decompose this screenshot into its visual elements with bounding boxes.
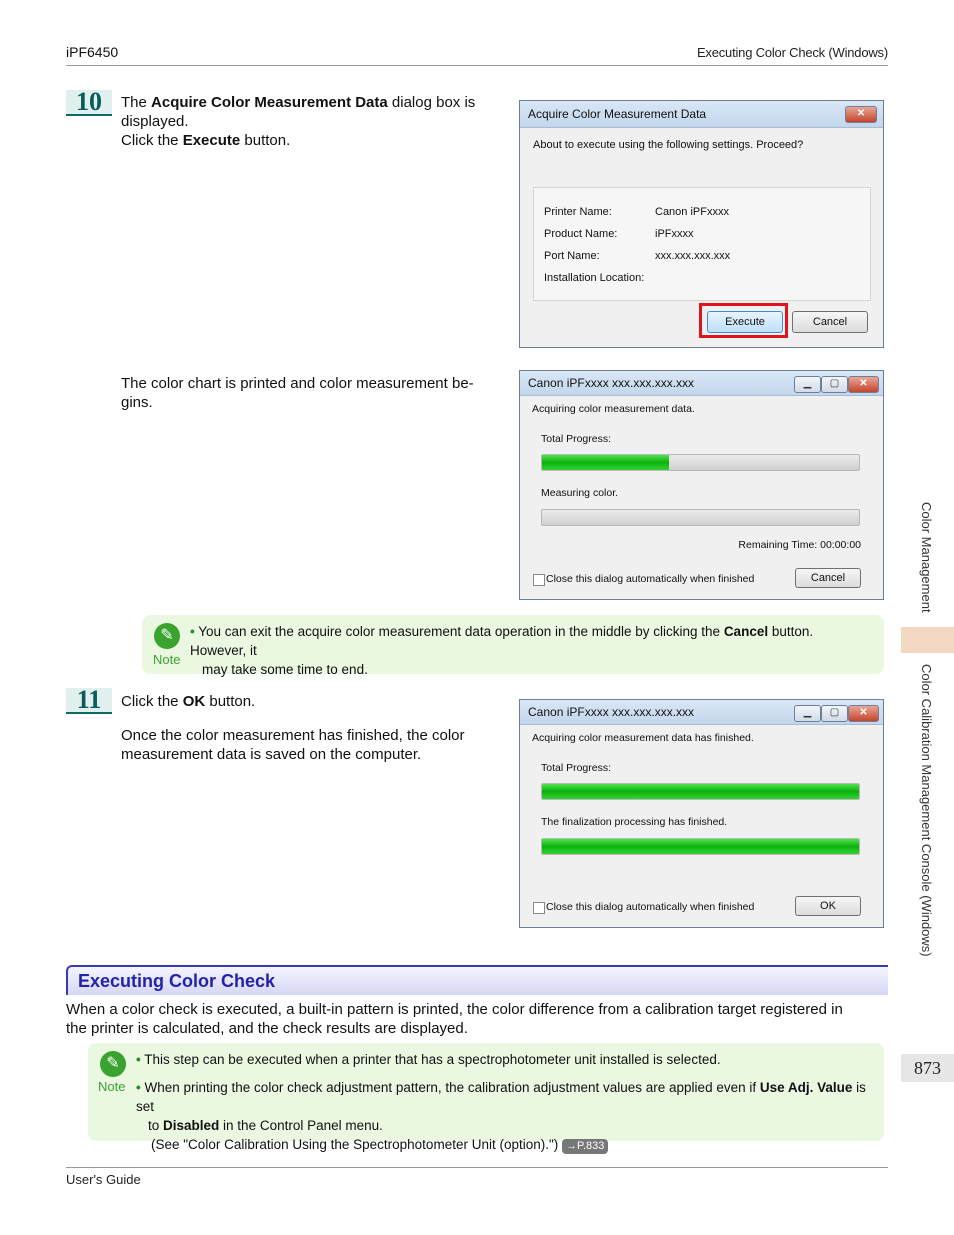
dialog-prompt: About to execute using the following settings. Proceed? <box>533 139 804 151</box>
page-reference-link[interactable]: →P.833 <box>562 1139 608 1154</box>
minimize-icon[interactable]: ▁ <box>794 705 821 722</box>
note-text: • You can exit the acquire color measurement data operation in the middle by clicking the Cancel button. However, it may take some time to end. <box>190 624 814 677</box>
page-number: 873 <box>901 1054 954 1082</box>
step11-text: Click the OK button. Once the color measurement has finished, the color measurement data is saved on the computer. <box>121 693 465 763</box>
note-box <box>142 615 884 677</box>
status-text: Acquiring color measurement data. <box>532 403 695 415</box>
maximize-icon[interactable]: ▢ <box>821 376 848 393</box>
progress-fill <box>542 455 669 470</box>
status-text: Acquiring color measurement data has finished. <box>532 732 754 744</box>
step-number-10: 10 <box>66 90 112 116</box>
ok-button[interactable]: OK <box>795 896 861 916</box>
section-heading-bar <box>66 965 888 995</box>
dialog-title: Canon iPFxxxx xxx.xxx.xxx.xxx <box>520 700 883 725</box>
note-box <box>88 1043 884 1152</box>
note-text: • This step can be executed when a printer that has a spectrophotometer unit installed is selected. • When printing the color check adjustment pattern, the calibration adjustment values are applied even if Use Adj. Value is set to Disabled in the Control Panel menu. (See "Color Calibration Using the Spectrophotometer Unit (option).") →P.833 <box>136 1052 866 1152</box>
remaining-time: Remaining Time: 00:00:00 <box>738 539 861 551</box>
label-printer-name: Printer Name: <box>544 206 612 218</box>
total-progress-label: Total Progress: <box>541 762 612 774</box>
note-label: Note <box>153 652 181 667</box>
execute-button[interactable]: Execute <box>707 311 783 333</box>
total-progress-label: Total Progress: <box>541 433 612 445</box>
close-icon[interactable]: ✕ <box>845 106 877 123</box>
close-icon[interactable]: ✕ <box>848 376 879 393</box>
label-product-name: Product Name: <box>544 228 618 240</box>
total-progress-bar <box>541 454 860 471</box>
section-title: Executing Color Check <box>78 971 276 991</box>
step10-text: The Acquire Color Measurement Data dialog box is displayed. Click the Execute button. <box>121 94 476 149</box>
header-model: iPF6450 <box>66 44 119 60</box>
label-port-name: Port Name: <box>544 250 600 262</box>
auto-close-checkbox[interactable] <box>533 902 545 914</box>
cancel-button[interactable]: Cancel <box>792 311 868 333</box>
maximize-icon[interactable]: ▢ <box>821 705 848 722</box>
settings-panel <box>533 187 871 301</box>
cancel-button[interactable]: Cancel <box>795 568 861 588</box>
pencil-icon: ✎ <box>100 1051 126 1077</box>
dialog-title: Canon iPFxxxx xxx.xxx.xxx.xxx <box>520 371 883 396</box>
auto-close-checkbox[interactable] <box>533 574 545 586</box>
step-number-11: 11 <box>66 688 112 714</box>
side-tab-console[interactable]: Color Calibration Management Console (Windows) <box>919 664 934 957</box>
measuring-text: The color chart is printed and color measurement be- gins. <box>121 375 474 411</box>
finalization-label: The finalization processing has finished. <box>541 816 728 828</box>
minimize-icon[interactable]: ▁ <box>794 376 821 393</box>
close-icon[interactable]: ✕ <box>848 705 879 722</box>
acquire-dialog-screenshot <box>519 100 884 348</box>
footer-text: User's Guide <box>66 1172 141 1187</box>
auto-close-label: Close this dialog automatically when finished <box>546 573 755 585</box>
pencil-icon: ✎ <box>154 623 180 649</box>
footer-divider <box>66 1167 888 1168</box>
value-printer-name: Canon iPFxxxx <box>655 206 729 218</box>
finished-dialog-screenshot <box>519 699 884 928</box>
dialog-title: Acquire Color Measurement Data <box>520 101 883 128</box>
total-progress-bar <box>541 783 860 800</box>
header-divider <box>66 65 888 66</box>
auto-close-label: Close this dialog automatically when finished <box>546 901 755 913</box>
value-product-name: iPFxxxx <box>655 228 694 240</box>
value-port-name: xxx.xxx.xxx.xxx <box>655 250 731 262</box>
side-tab-color-management[interactable]: Color Management <box>919 502 934 613</box>
side-tab-marker <box>901 627 954 653</box>
measuring-label: Measuring color. <box>541 487 619 499</box>
section-paragraph: When a color check is executed, a built-in pattern is printed, the color difference from a calibration target registered in the printer is calculated, and the check results are displayed. <box>66 1001 843 1037</box>
progress-dialog-screenshot <box>519 370 884 600</box>
header-section: Executing Color Check (Windows) <box>696 45 888 60</box>
measuring-progress-bar <box>541 509 860 526</box>
progress-fill <box>542 784 859 799</box>
label-installation-location: Installation Location: <box>544 272 645 284</box>
finalization-progress-bar <box>541 838 860 855</box>
progress-fill <box>542 839 859 854</box>
note-label: Note <box>98 1079 126 1094</box>
